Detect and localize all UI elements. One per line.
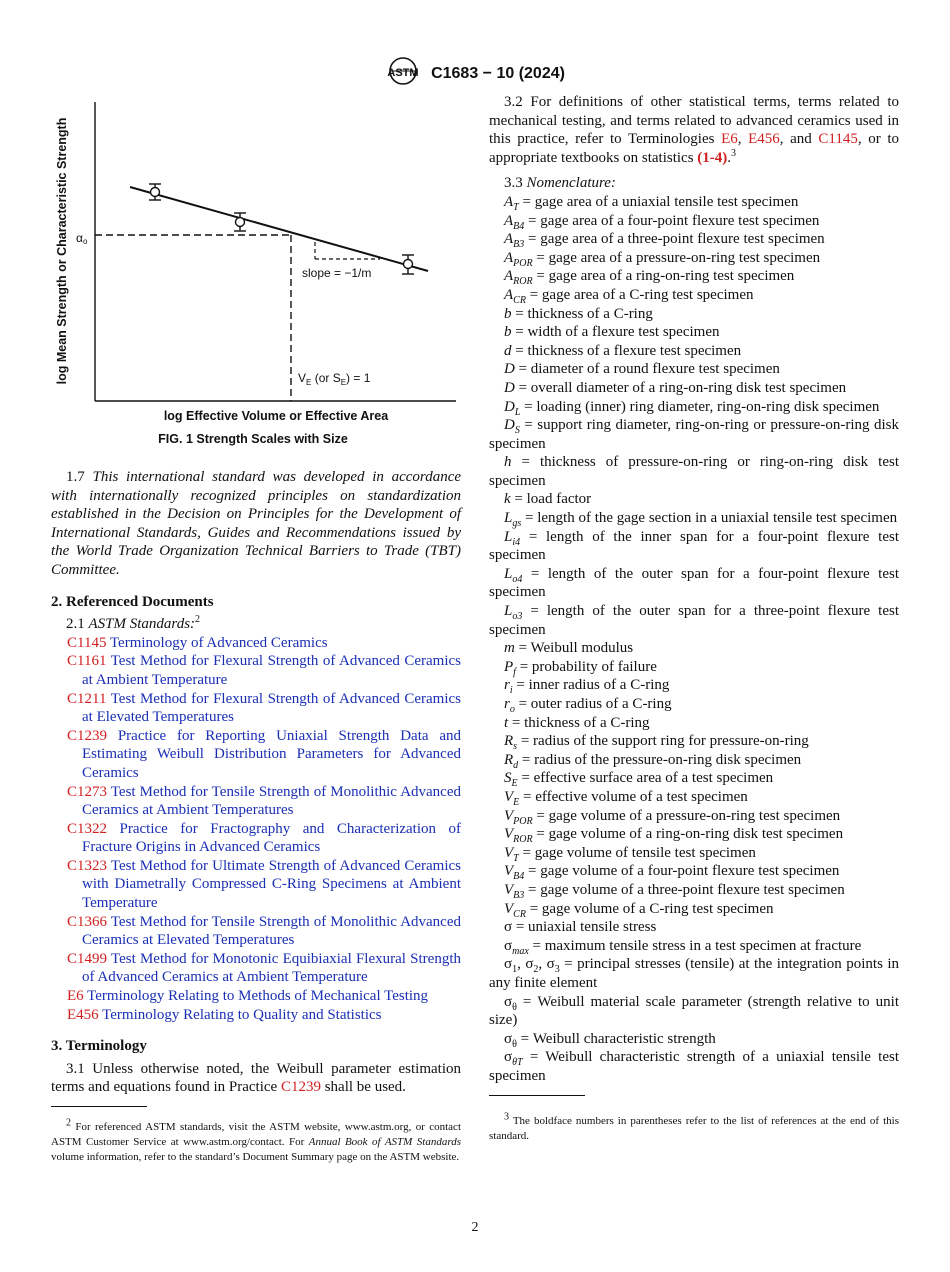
nomenclature-item: $\sigma_{max}$ = maximum tensile stress in a test specimen at fracture <box>504 937 862 957</box>
nomenclature-item: h = thickness of pressure-on-ring or ring-on-ring disk test specimen <box>489 454 899 489</box>
link-e456[interactable]: E456 <box>748 131 780 148</box>
nomenclature-item: $\sigma_{\theta T}$ = Weibull characteristic strength of a uniaxial tensile test specimen <box>489 1049 899 1084</box>
reference-item[interactable] <box>51 783 461 820</box>
reference-code[interactable]: C1273 <box>67 783 108 800</box>
link-c1145[interactable]: C1145 <box>818 131 858 148</box>
nomenclature-item: $A_{ROR}$ = gage area of a ring-on-ring test specimen <box>504 268 795 288</box>
reference-title[interactable]: Terminology Relating to Quality and Statistics <box>102 1006 382 1023</box>
reference-title[interactable]: Terminology of Advanced Ceramics <box>109 634 328 651</box>
figure-caption: FIG. 1 Strength Scales with Size <box>158 432 348 446</box>
nomenclature-list-continued <box>489 993 899 1086</box>
reference-title[interactable]: Terminology Relating to Methods of Mechanical Testing <box>87 988 429 1005</box>
nomenclature-item: $R_d$ = radius of the pressure-on-ring disk specimen <box>504 751 802 771</box>
x-axis-label: log Effective Volume or Effective Area <box>163 409 389 423</box>
reference-list <box>51 634 461 1024</box>
nomenclature-item: $R_s$ = radius of the support ring for pressure-on-ring <box>504 733 809 753</box>
reference-code[interactable]: C1239 <box>67 727 108 744</box>
reference-item[interactable] <box>51 690 461 727</box>
reference-item[interactable] <box>51 1006 461 1025</box>
nomenclature-item: $L_{gs}$ = length of the gage section in a uniaxial tensile test specimen <box>504 510 898 530</box>
reference-item[interactable] <box>51 950 461 987</box>
reference-code[interactable]: E456 <box>67 1006 99 1023</box>
nomenclature-item: $V_{B4}$ = gage volume of a four-point flexure test specimen <box>504 863 840 883</box>
reference-title[interactable]: Test Method for Tensile Strength of Monolithic Advanced Ceramics at Elevated Temperatures <box>82 913 461 949</box>
nomenclature-item: $P_f$ = probability of failure <box>504 658 657 678</box>
reference-title[interactable]: Practice for Fractography and Characterization of Fracture Origins in Advanced Ceramics <box>82 820 462 856</box>
footnote-2: $^2$ For referenced ASTM standards, visit the ASTM website, www.astm.org, or contact ASTM Customer Service at www.astm.org/contact. For Annual Book of ASTM Standards volume information, refer to the standard’s Document Summary page on the ASTM website. <box>51 1117 461 1163</box>
nomenclature-item: t = thickness of a C-ring <box>504 714 650 731</box>
citation-link[interactable]: (1-4) <box>697 149 728 166</box>
y-axis-label: log Mean Strength or Characteristic Strength <box>55 117 69 385</box>
right-column <box>489 93 899 1144</box>
reference-item[interactable] <box>51 727 461 783</box>
reference-item[interactable] <box>51 820 461 857</box>
reference-item[interactable] <box>51 987 461 1006</box>
nomenclature-item: $V_{POR}$ = gage volume of a pressure-on-ring test specimen <box>504 807 841 827</box>
fit-line <box>130 187 428 271</box>
figure-1 <box>50 96 470 456</box>
nomenclature-item: k = load factor <box>504 491 592 508</box>
reference-title[interactable]: Test Method for Monotonic Equibiaxial Flexural Strength of Advanced Ceramics at Ambient Temperature <box>82 950 461 986</box>
nomenclature-list <box>489 193 899 955</box>
slope-label: slope = −1/m <box>302 266 372 280</box>
strength-size-plot <box>50 96 470 456</box>
nomenclature-item: $A_{B3}$ = gage area of a three-point flexure test specimen <box>504 231 825 251</box>
page-number: 2 <box>471 1220 479 1235</box>
nomenclature-item: $\sigma_\theta$ = Weibull characteristic strength <box>504 1030 716 1050</box>
nomenclature-item: b = thickness of a C-ring <box>504 305 653 322</box>
paragraph-1-7: 1.7 This international standard was developed in accordance with internationally recognized principles on standardization established in the Decision on Principles for the Development of International Standards, Guides and Recommendations issued by the World Trade Organization Technical Barriers to Trade (TBT) Committee. <box>51 469 462 578</box>
subsection-2-1: 2.1 ASTM Standards:$^2$ <box>66 614 201 633</box>
nomenclature-item: $S_E$ = effective surface area of a test specimen <box>504 770 774 790</box>
reference-code[interactable]: C1322 <box>67 820 108 837</box>
reference-title[interactable]: Test Method for Flexural Strength of Advanced Ceramics at Ambient Temperature <box>82 653 461 688</box>
nomenclature-item: $A_T$ = gage area of a uniaxial tensile test specimen <box>504 193 799 213</box>
nomenclature-item: D = overall diameter of a ring-on-ring disk test specimen <box>504 379 847 396</box>
reference-title[interactable]: Test Method for Flexural Strength of Advanced Ceramics at Elevated Temperatures <box>82 690 461 726</box>
data-point-2 <box>234 213 246 231</box>
alpha-label: αo <box>76 231 88 246</box>
nomenclature-item: $V_{CR}$ = gage volume of a C-ring test specimen <box>504 900 774 920</box>
nomenclature-item: d = thickness of a flexure test specimen <box>504 342 742 359</box>
nomenclature-item: $L_{i4}$ = length of the inner span for a four-point flexure test specimen <box>489 528 899 564</box>
nomenclature-item: $V_E$ = effective volume of a test specimen <box>504 788 748 808</box>
subsection-3-3: 3.3 Nomenclature: <box>504 175 616 192</box>
nomenclature-item: $V_T$ = gage volume of tensile test specimen <box>504 844 756 864</box>
reference-code[interactable]: C1323 <box>67 857 108 874</box>
paragraph-3-2: 3.2 For definitions of other statistical terms, terms related to mechanical testing, and terms related to advanced ceramics used in this practice, refer to Terminologies E6, E456, and C1145, or to appropriate textbooks on statistics (1-4).$^3$ <box>489 94 900 166</box>
nomenclature-item: $V_{B3}$ = gage volume of a three-point flexure test specimen <box>504 881 845 901</box>
section-2-heading: 2. Referenced Documents <box>51 593 214 610</box>
unit-size-label: $V_E$ (or $S_E) = 1$ <box>298 371 371 387</box>
reference-item[interactable] <box>51 913 461 950</box>
link-e6[interactable]: E6 <box>721 131 738 148</box>
footnote-rule <box>51 1106 147 1107</box>
paragraph-3-1: 3.1 Unless otherwise noted, the Weibull parameter estimation terms and equations found in Practice C1239 shall be used. <box>51 1060 462 1096</box>
data-point-3 <box>402 255 414 274</box>
nomenclature-item: $D_L$ = loading (inner) ring diameter, ring-on-ring disk specimen <box>504 398 880 418</box>
nomenclature-item: D = diameter of a round flexure test specimen <box>504 361 780 378</box>
nomenclature-item: $r_i$ = inner radius of a C-ring <box>504 677 670 697</box>
reference-code[interactable]: E6 <box>67 988 84 1005</box>
reference-title[interactable]: Test Method for Tensile Strength of Monolithic Advanced Ceramics at Ambient Temperatures <box>82 783 461 819</box>
nomenclature-item: $A_{CR}$ = gage area of a C-ring test specimen <box>504 286 754 306</box>
nomenclature-item: $A_{POR}$ = gage area of a pressure-on-ring test specimen <box>504 249 821 269</box>
nomenclature-item: $D_S$ = support ring diameter, ring-on-ring or pressure-on-ring disk specimen <box>489 417 899 452</box>
nomenclature-item: $A_{B4}$ = gage area of a four-point flexure test specimen <box>504 212 820 232</box>
nomenclature-item: $V_{ROR}$ = gage volume of a ring-on-ring disk test specimen <box>504 826 844 846</box>
reference-title[interactable]: Test Method for Ultimate Strength of Advanced Ceramics with Diametrally Compressed C-Ring Specimens at Ambient Temperature <box>82 857 461 912</box>
page-header <box>0 56 950 91</box>
nomenclature-item: m = Weibull modulus <box>504 640 634 657</box>
reference-code[interactable]: C1366 <box>67 913 108 930</box>
footnote-3: $^3$ The boldface numbers in parentheses refer to the list of references at the end of this standard. <box>489 1111 899 1143</box>
nomenclature-item: $L_{o4}$ = length of the outer span for a four-point flexure test specimen <box>489 565 899 601</box>
reference-item[interactable] <box>51 634 461 653</box>
svg-text:ASTM: ASTM <box>387 67 419 79</box>
reference-item[interactable] <box>51 857 461 913</box>
nomenclature-item: $r_o$ = outer radius of a C-ring <box>504 696 672 715</box>
astm-logo-icon <box>385 56 421 91</box>
nomenclature-item: σ = uniaxial tensile stress <box>504 919 657 936</box>
nomenclature-item: $\sigma_\theta$ = Weibull material scale parameter (strength relative to unit size) <box>489 993 899 1029</box>
reference-code[interactable]: C1499 <box>67 950 108 967</box>
footnote-rule <box>489 1095 585 1096</box>
left-column <box>51 468 461 1165</box>
reference-title[interactable]: Practice for Reporting Uniaxial Strength Data and Estimating Weibull Distribution Parameters for Advanced Ceramics <box>82 727 461 781</box>
reference-code[interactable]: C1211 <box>67 690 107 707</box>
document-number: C1683 − 10 (2024) <box>431 64 565 82</box>
reference-code[interactable]: C1161 <box>67 653 107 670</box>
data-point-1 <box>149 184 161 200</box>
link-c1239[interactable]: C1239 <box>280 1079 321 1096</box>
reference-item[interactable] <box>51 652 461 689</box>
nomenclature-item: $L_{o3}$ = length of the outer span for a three-point flexure test specimen <box>489 603 899 638</box>
nomenclature-item: b = width of a flexure test specimen <box>504 324 720 341</box>
section-3-heading: 3. Terminology <box>51 1038 147 1055</box>
nomenclature-principal-stresses: $\sigma_1$, $\sigma_2$, $\sigma_3$ = principal stresses (tensile) at the integration points in any finite element <box>489 956 900 991</box>
reference-code[interactable]: C1145 <box>67 634 107 651</box>
